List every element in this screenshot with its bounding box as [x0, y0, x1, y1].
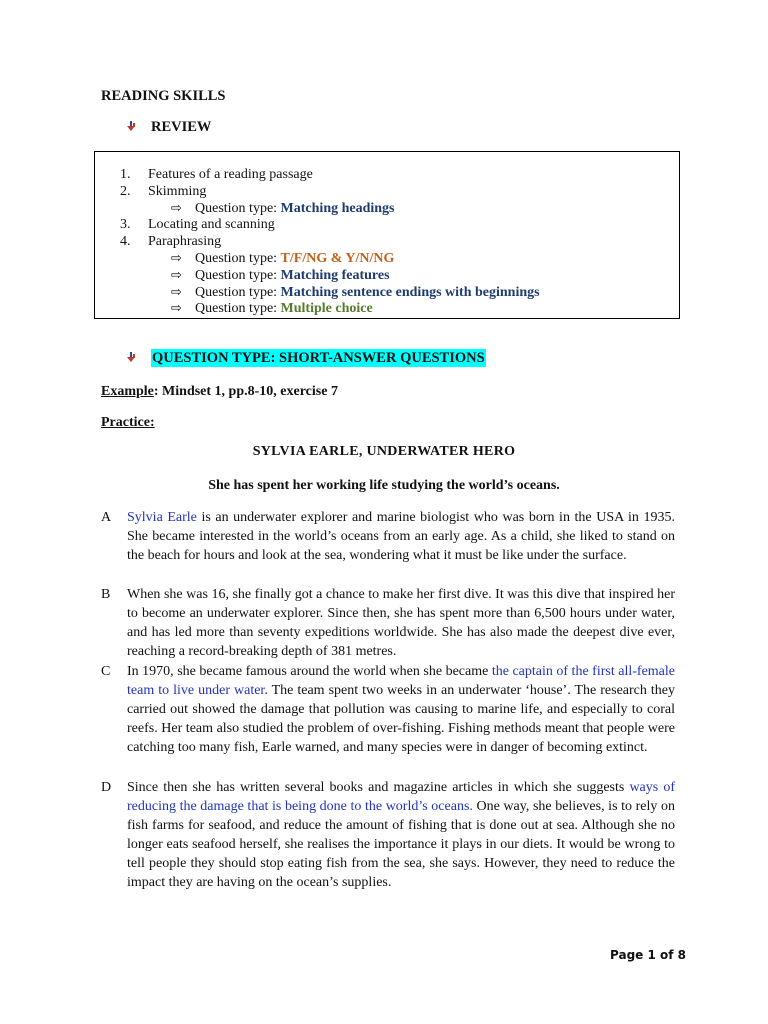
review-heading [127, 119, 211, 136]
example-label: Example [101, 384, 154, 399]
paragraph-c: C In 1970, she became famous around the world when she became the captain of the first all-female team to live under water. The team spent two weeks in an underwater ‘house’. The research they carried out showed the damage that pollution was causing to marine life, and especially to coral reefs. Her team also studied the problem of over-fishing. Fishing methods meant that people were catching too many fish, Earle warned, and many species were in danger of becoming extinct. [101, 664, 675, 756]
review-box [94, 151, 680, 319]
section-heading-label: QUESTION TYPE: SHORT-ANSWER QUESTIONS [152, 350, 485, 366]
question-type-item: ⇨ Question type: Matching headings [171, 200, 395, 216]
list-item: 3. Locating and scanning [120, 217, 275, 233]
passage-title: SYLVIA EARLE, UNDERWATER HERO [252, 444, 516, 459]
page-number: Page 1 of 8 [610, 948, 686, 962]
paragraph-a: A Sylvia Earle is an underwater explorer and marine biologist who was born in the USA in 1935. She became interested in the world’s oceans from an early age. As a child, she liked to stand on the beach for hours and look at the sea, wondering what it must be like under the surface. [101, 510, 675, 564]
paragraph-letter: D [101, 780, 112, 795]
highlighted-phrase: Sylvia Earle [127, 510, 197, 525]
right-arrow-icon: ⇨ [171, 267, 182, 283]
example-line [101, 384, 338, 400]
list-item: 2. Skimming [120, 183, 207, 199]
passage-subtitle: She has spent her working life studying the world’s oceans. [208, 478, 560, 493]
example-text: : Mindset 1, pp.8-10, exercise 7 [153, 384, 338, 399]
down-arrow-bullet-icon [127, 351, 139, 363]
right-arrow-icon: ⇨ [171, 250, 182, 266]
list-item: 4. Paraphrasing [120, 234, 222, 250]
question-type-item: ⇨ Question type: Matching sentence endings with beginnings [171, 284, 540, 300]
highlighted-phrase: the captain of the first all-female team to live under water [127, 664, 675, 699]
right-arrow-icon: ⇨ [171, 284, 182, 300]
question-type-item: ⇨ Question type: Matching features [171, 267, 390, 283]
paragraph-letter: A [101, 510, 112, 525]
down-arrow-bullet-icon [127, 120, 139, 132]
right-arrow-icon: ⇨ [171, 301, 182, 317]
list-item: 1. Features of a reading passage [120, 167, 313, 182]
paragraph-letter: C [101, 664, 111, 679]
paragraph-letter: B [101, 587, 111, 602]
highlighted-phrase: ways of reducing the damage that is being done to the world’s oceans. [127, 780, 675, 815]
review-heading-label: REVIEW [151, 119, 212, 135]
question-type-item: ⇨ Question type: T/F/NG & Y/N/NG [171, 250, 395, 266]
paragraph-b: B When she was 16, she finally got a chance to make her first dive. It was this dive that inspired her to become an underwater explorer. Since then, she has spent more than 6,500 hours under water, and has led more than seventy expeditions worldwide. She has also made the deepest dive ever, reaching a record-breaking depth of 381 metres. [101, 587, 675, 660]
review-list [120, 167, 540, 318]
question-type-item: ⇨ Question type: Multiple choice [171, 301, 373, 317]
section-heading [127, 350, 486, 367]
page-title: READING SKILLS [101, 88, 226, 104]
paragraph-d: D Since then she has written several books and magazine articles in which she suggests ways of reducing the damage that is being done to the world’s oceans. One way, she believes, is to rely on fish farms for seafood, and reduce the amount of fishing that is done out at sea. Although she no longer eats seafood herself, she realises the importance it plays in our diets. It would be wrong to tell people they should stop eating fish from the sea, she says. However, they need to reduce the impact they are having on the ocean’s supplies. [101, 780, 675, 891]
practice-label: Practice: [101, 415, 155, 430]
right-arrow-icon: ⇨ [171, 200, 182, 216]
